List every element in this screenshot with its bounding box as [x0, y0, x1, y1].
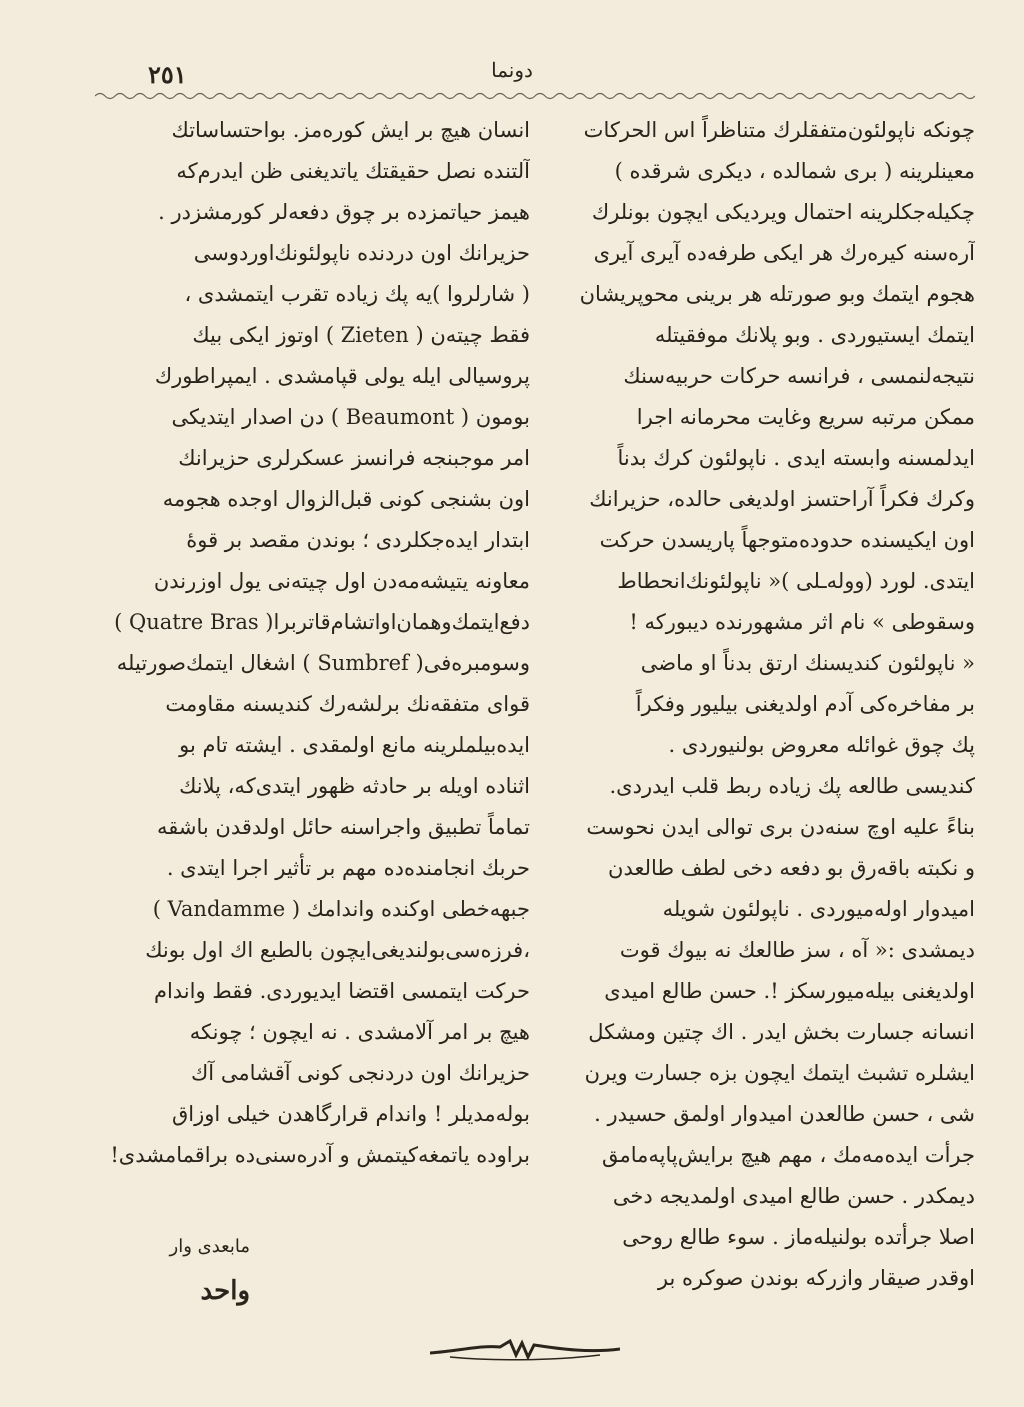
- text-line: وسومبره‌فى( Sumbref ) اشغال ايتمك‌صورتيله: [116, 651, 530, 675]
- ornamental-tailpiece: [430, 1335, 620, 1365]
- text-line: ايدلمسنه وابسته ايدى . ناپولئون كرك بدناً: [617, 446, 975, 470]
- text-line: بناءً عليه اوچ سنه‌دن برى توالى ايدن نحوست: [586, 815, 975, 839]
- text-line: حركت ايتمسى اقتضا ايديوردى. فقط واندام: [153, 979, 530, 1003]
- text-line: اميدوار اوله‌ميوردى . ناپولئون شويله: [662, 897, 975, 921]
- text-line: نتيجه‌لنمسى ، فرانسه حركات حربيه‌سنك: [623, 364, 975, 388]
- text-line: اصلا جرأتده بولنيله‌ماز . سوء طالع روحى: [622, 1225, 975, 1249]
- text-line: جرأت ايده‌مه‌مك ، مهم هيچ برايش‌پاپه‌مامق: [602, 1143, 975, 1167]
- text-column-right: [555, 110, 975, 1299]
- text-line: ايده‌بيلملرينه مانع اولمقدى . ايشته تام بو: [179, 733, 530, 757]
- text-line: انسان هيچ بر ايش كوره‌مز. بواحتساساتك: [171, 118, 530, 142]
- text-line: اون ايكيسنده حدوده‌متوجهاً پاريسدن حركت: [599, 528, 975, 552]
- text-line: حزيرانك اون دردنده ناپولئونك‌اوردوسى: [193, 241, 530, 265]
- text-line: ممكن مرتبه سريع وغايت محرمانه اجرا: [636, 405, 975, 429]
- text-line: تماماً تطبيق واجراسنه حائل اولدقدن باشقه: [157, 815, 530, 839]
- text-line: وسقوطى » نام اثر مشهورنده ديبوركه !: [629, 610, 975, 634]
- text-line: بومون ( Beaumont ) دن اصدار ايتديكى: [171, 405, 530, 429]
- text-line: اثناده اويله بر حادثه ظهور ايتدى‌كه، پلانك: [179, 774, 530, 798]
- text-line: و نكبته باقه‌رق بو دفعه دخى لطف طالعدن: [608, 856, 975, 880]
- text-line: هيمز حياتمزده بر چوق دفعه‌لر كورمشزدر .: [158, 200, 530, 224]
- text-line: ،فرزه‌سى‌بولنديغى‌ايچون بالطبع اك اول بونك: [145, 938, 530, 962]
- text-line: اولديغنى بيله‌ميورسكز !. حسن طالع اميدى: [604, 979, 975, 1003]
- author-signature: واحد: [200, 1276, 250, 1306]
- text-line: آره‌سنه كيره‌رك هر ايكى طرفه‌ده آيرى آيرى: [593, 241, 975, 265]
- text-line: معاونه يتيشه‌مه‌دن اول چيته‌نى يول اوزرندن: [153, 569, 530, 593]
- text-line: معينلرينه ( برى شمالده ، ديكرى شرقده ): [614, 159, 975, 183]
- text-line: امر موجبنجه فرانسز عسكرلرى حزيرانك: [178, 446, 530, 470]
- text-line: ديمكدر . حسن طالع اميدى اولمديجه دخى: [612, 1184, 975, 1208]
- text-column-left: [100, 110, 530, 1176]
- text-line: جبهه‌خطى اوكنده واندامك ( Vandamme ): [152, 897, 530, 921]
- text-line: چكيله‌جكلرينه احتمال ويرديكى ايچون بونلرك: [591, 200, 975, 224]
- text-line: ابتدار ايده‌جكلردى ؛ بوندن مقصد بر قوهٔ: [186, 528, 530, 552]
- text-line: چونكه ناپولئون‌متفقلرك متناظراً اس الحركات: [583, 118, 975, 142]
- text-line: وكرك فكراً آراحتسز اولديغى حالده، حزيرانك: [589, 487, 975, 511]
- text-line: ايشلره تشبث ايتمك ايچون بزه جسارت ويرن: [584, 1061, 975, 1085]
- text-line: ديمشدى :« آه ، سز طالعك نه بيوك قوت: [619, 938, 975, 962]
- text-line: ( شارلروا )يه پك زياده تقرب ايتمشدى ،: [184, 282, 530, 306]
- text-line: ايتدى. لورد (ووله‌ـلى )« ناپولئونك‌انحطاط: [617, 569, 975, 593]
- text-line: انسانه جسارت بخش ايدر . اك چتين ومشكل: [588, 1020, 975, 1044]
- text-line: « ناپولئون كنديسنك ارتق بدناً او ماضى‌: [640, 651, 975, 675]
- running-title: دونما: [491, 58, 533, 82]
- text-line: بوله‌مديلر ! واندام قرارگاهدن خيلى اوزاق: [171, 1102, 530, 1126]
- text-line: اوقدر صيقار وازركه بوندن صوكره بر: [657, 1266, 975, 1290]
- text-line: دفع‌ايتمك‌وهمان‌اواتشام‌قاتربرا( Quatre Bras ): [114, 610, 530, 634]
- text-line: شى ، حسن طالعدن اميدوار اولمق حسيدر .: [594, 1102, 975, 1126]
- text-line: حربك انجامنده‌ده مهم بر تأثير اجرا ايتدى .: [166, 856, 530, 880]
- text-line: قواى متفقه‌نك برلشه‌رك كنديسنه مقاومت: [165, 692, 530, 716]
- text-line: فقط چيته‌ن ( Zieten ) اوتوز ايكى بيك: [192, 323, 530, 347]
- text-line: بر مفاخره‌كى آدم اولديغنى بيليور وفكراً: [635, 692, 975, 716]
- text-line: براوده ياتمغه‌كيتمش و آدره‌سنى‌ده براقمامشدى!: [110, 1143, 530, 1167]
- text-line: پك چوق غوائله معروض بولنيوردى .: [668, 733, 975, 757]
- text-line: آلتنده نصل حقيقتك ياتديغنى ظن ايدرم‌كه: [176, 159, 530, 183]
- text-line: ايتمك ايستيوردى . وبو پلانك موفقيتله: [654, 323, 975, 347]
- text-line: حزيرانك اون دردنجى كونى آقشامى آك: [191, 1061, 530, 1085]
- header-rule: [95, 90, 975, 102]
- text-line: پروسيالى ايله يولى قپامشدى . ايمپراطورك: [154, 364, 530, 388]
- to-be-continued-note: مابعدى وار: [169, 1236, 250, 1257]
- text-line: كنديسى طالعه پك زياده ربط قلب ايدردى.: [609, 774, 975, 798]
- text-line: هيچ بر امر آلامشدى . نه ايچون ؛ چونكه: [189, 1020, 530, 1044]
- text-line: اون بشنجى كونى قبل‌الزوال اوجده هجومه: [162, 487, 530, 511]
- text-line: هجوم ايتمك وبو صورتله هر برينى محوپريشان: [579, 282, 975, 306]
- page-number: ٢٥١: [148, 60, 187, 89]
